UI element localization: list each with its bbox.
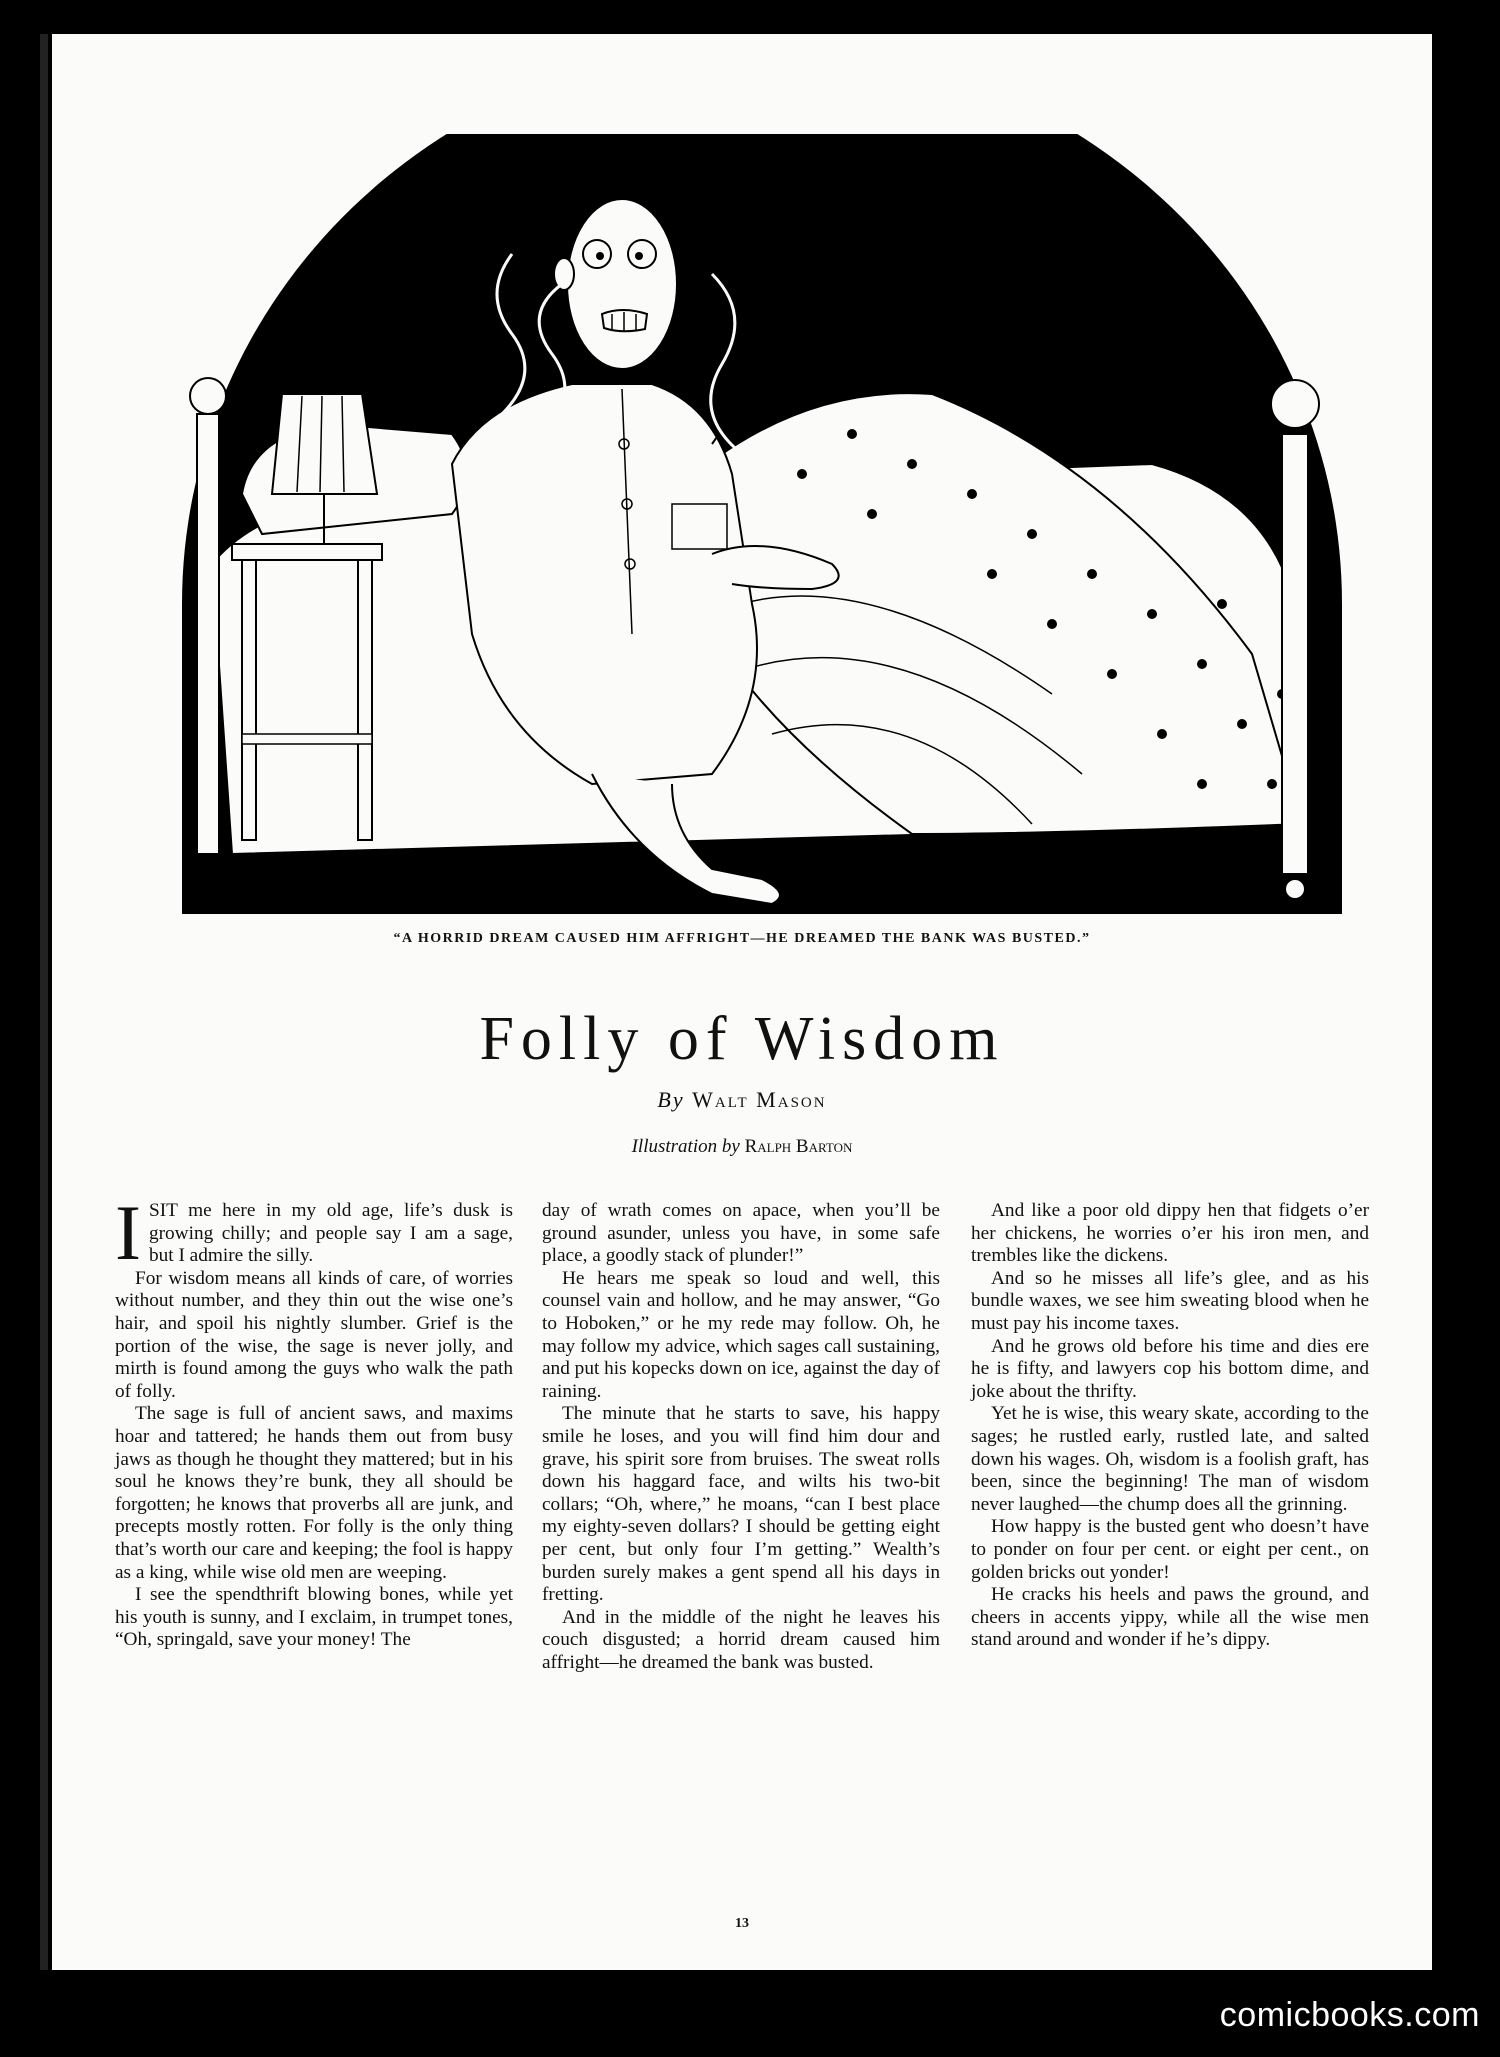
byline-prefix: By (657, 1087, 685, 1112)
paragraph: The minute that he starts to save, his happy smile he loses, and you will find him dour and grave, his spirit sore from bruises. The sweat rolls down his haggard face, and wilts his two-bit collars; “Oh, where,” he moans, “can I best place my eighty-seven dollars? I should be getting eight per cent, but only four I’m getting.” Wealth’s burden surely makes a gent spend all his days in fretting. (542, 1403, 940, 1606)
author-name: Walt Mason (692, 1087, 827, 1112)
byline (52, 1087, 1432, 1113)
paragraph: How happy is the busted gent who doesn’t have to ponder on four per cent. or eight per cent., on golden bricks out yonder! (971, 1516, 1369, 1583)
paragraph: The sage is full of ancient saws, and maxims hoar and tattered; he hands them out from busy jaws as though he thought they mattered; but in his soul he knows they’re bunk, they all should be forgotten; he knows that proverbs all are junk, and precepts mostly rotten. For folly is the only thing that’s worth our care and keeping; the fool is happy as a king, while wise old men are weeping. (115, 1403, 513, 1583)
paragraph (115, 1189, 513, 1276)
illustration-credit-label: Illustration by (631, 1136, 740, 1157)
illustration-caption: “A HORRID DREAM CAUSED HIM AFFRIGHT—HE DREAMED THE BANK WAS BUSTED.” (393, 931, 1091, 946)
illustrator-name: Ralph Barton (744, 1136, 853, 1157)
paragraph: Yet he is wise, this weary skate, according to the sages; he rustled early, rustled late, and salted down his wages. Oh, wisdom is a foolish graft, has been, since the beginning! The man of wisdom never laughed—the chump does all the grinning. (971, 1403, 1369, 1515)
paragraph: day of wrath comes on apace, when you’ll be ground asunder, unless you have, in some safe place, a goodly stack of plunder!” (542, 1200, 940, 1267)
site-watermark: comicbooks.com (1219, 1996, 1480, 2034)
bed-illustration (152, 134, 1372, 914)
signature-line-1: RALPH (272, 774, 329, 791)
article-title: Folly of Wisdom (479, 1005, 1005, 1073)
text-column-2 (542, 1200, 940, 1674)
paragraph-text: SIT me here in my old age, life’s dusk is growing chilly; and people say I am a sage, but I admire the silly. (148, 1200, 513, 1267)
paragraph: And in the middle of the night he leaves his couch disgusted; a horrid dream caused him affright—he dreamed the bank was busted. (542, 1606, 940, 1673)
text-column-1 (115, 1189, 513, 1652)
paragraph: I see the spendthrift blowing bones, while yet his youth is sunny, and I exclaim, in trumpet tones, “Oh, springald, save your money! The (115, 1584, 513, 1651)
paragraph: He cracks his heels and paws the ground, and cheers in accents yippy, while all the wise men stand around and wonder if he’s dippy. (971, 1584, 1369, 1651)
signature-line-2: BARTON (272, 792, 342, 809)
text-column-3 (971, 1200, 1369, 1652)
page-edge-shadow (40, 34, 48, 1970)
paragraph: For wisdom means all kinds of care, of worries without number, and they thin out the wise one’s hair, and spoil his nightly slumber. Grief is the portion of the wise, the sage is never jolly, and mirth is found among the guys who walk the path of folly. (115, 1267, 513, 1402)
illustration-credit (52, 1136, 1432, 1158)
page-number: 13 (735, 1916, 749, 1931)
article-body (115, 1189, 1369, 1900)
paragraph: And like a poor old dippy hen that fidgets o’er her chickens, he worries o’er his iron men, and trembles like the dickens. (971, 1200, 1369, 1267)
paragraph: He hears me speak so loud and well, this counsel vain and hollow, and he may answer, “Go to Hoboken,” or he my rede may follow. Oh, he may follow my advice, which sages call sustaining, and put his kopecks down on ice, against the day of raining. (542, 1267, 940, 1402)
paragraph: And so he misses all life’s glee, and as his bundle waxes, we see him sweating blood when he must pay his income taxes. (971, 1267, 1369, 1334)
artist-signature (272, 774, 412, 810)
magazine-page (52, 34, 1432, 1970)
paragraph: And he grows old before his time and dies ere he is fifty, and lawyers cop his bottom dime, and joke about the thrifty. (971, 1335, 1369, 1402)
drop-cap: I (115, 1189, 141, 1276)
